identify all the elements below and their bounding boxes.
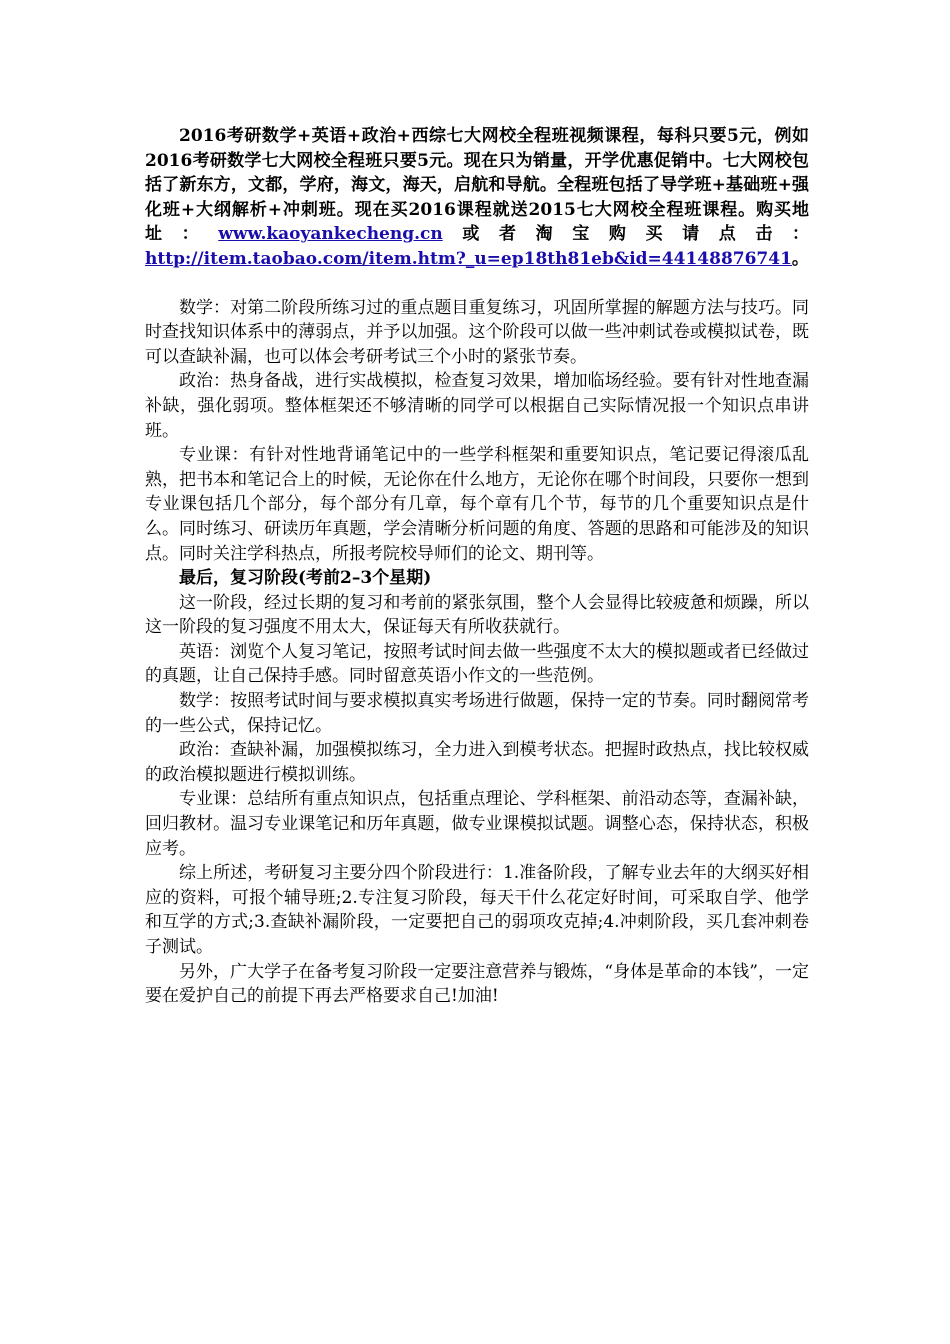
paragraph-politics: 政治：热身备战，进行实战模拟，检查复习效果，增加临场经验。要有针对性地查漏补缺，强化弱项。整体框架还不够清晰的同学可以根据自己实际情况报一个知识点串讲班。: [145, 371, 809, 441]
promo-text: 2016考研数学+英语+政治+西综七大网校全程班视频课程，每科只要5元，例如2016考研数学七大网校全程班只要5元。现在只为销量，开学优惠促销中。七大网校包括了新东方，文都，学府，海文，海天，启航和导航。全程班包括了导学班+基础班+强化班+大纲解析+冲刺班。现在买2016课程就送2015七大网校全程班课程。购买地址：: [145, 126, 809, 245]
document-body: [145, 124, 809, 1009]
paragraph-major: 专业课：有针对性地背诵笔记中的一些学科框架和重要知识点，笔记要记得滚瓜乱熟，把书本和笔记合上的时候，无论你在什么地方，无论你在哪个时间段，只要你一想到专业课包括几个部分，每个部分有几章，每个章有几个节，每节的几个重要知识点是什么。同时练习、研读历年真题，学会清晰分析问题的角度、答题的思路和可能涉及的知识点。同时关注学科热点，所报考院校导师们的论文、期刊等。: [145, 445, 809, 564]
kaoyankecheng-link[interactable]: www.kaoyankecheng.cn: [218, 224, 443, 245]
paragraph-math: 数学：对第二阶段所练习过的重点题目重复练习，巩固所掌握的解题方法与技巧。同时查找知识体系中的薄弱点，并予以加强。这个阶段可以做一些冲刺试卷或模拟试卷，既可以查缺补漏，也可以体会考研考试三个小时的紧张节奏。: [145, 297, 809, 367]
promo-text-3: 。: [791, 248, 809, 269]
paragraph-final-major: 专业课：总结所有重点知识点，包括重点理论、学科框架、前沿动态等，查漏补缺，回归教材。温习专业课笔记和历年真题，做专业课模拟试题。调整心态，保持状态，积极应考。: [145, 789, 809, 859]
paragraph-final-math: 数学：按照考试时间与要求模拟真实考场进行做题，保持一定的节奏。同时翻阅常考的一些公式，保持记忆。: [145, 691, 809, 736]
paragraph-final-politics: 政治：查缺补漏，加强模拟练习，全力进入到模考状态。把握时政热点，找比较权威的政治模拟题进行模拟训练。: [145, 740, 809, 785]
paragraph-final-intro: 这一阶段，经过长期的复习和考前的紧张氛围，整个人会显得比较疲惫和烦躁，所以这一阶段的复习强度不用太大，保证每天有所收获就行。: [145, 592, 809, 638]
paragraph-summary: 综上所述，考研复习主要分四个阶段进行：1.准备阶段，了解专业去年的大纲买好相应的资料，可报个辅导班;2.专注复习阶段，每天干什么花定好时间，可采取自学、他学和互学的方式;3.查缺补漏阶段，一定要把自己的弱项攻克掉;4.冲刺阶段，买几套冲刺卷子测试。: [145, 863, 809, 957]
promo-text-2: 或者淘宝购买请点击：: [442, 224, 809, 245]
promo-paragraph: [145, 124, 809, 272]
paragraph-gap: [145, 272, 809, 296]
paragraph-closing: 另外，广大学子在备考复习阶段一定要注意营养与锻炼，“身体是革命的本钱”，一定要在爱护自己的前提下再去严格要求自己!加油!: [145, 961, 809, 1007]
taobao-link[interactable]: http://item.taobao.com/item.htm?_u=ep18th81eb&id=44148876741: [145, 248, 792, 269]
section-heading: 最后，复习阶段(考前2–3个星期): [179, 568, 432, 589]
paragraph-final-english: 英语：浏览个人复习笔记，按照考试时间去做一些强度不太大的模拟题或者已经做过的真题，让自己保持手感。同时留意英语小作文的一些范例。: [145, 641, 809, 687]
